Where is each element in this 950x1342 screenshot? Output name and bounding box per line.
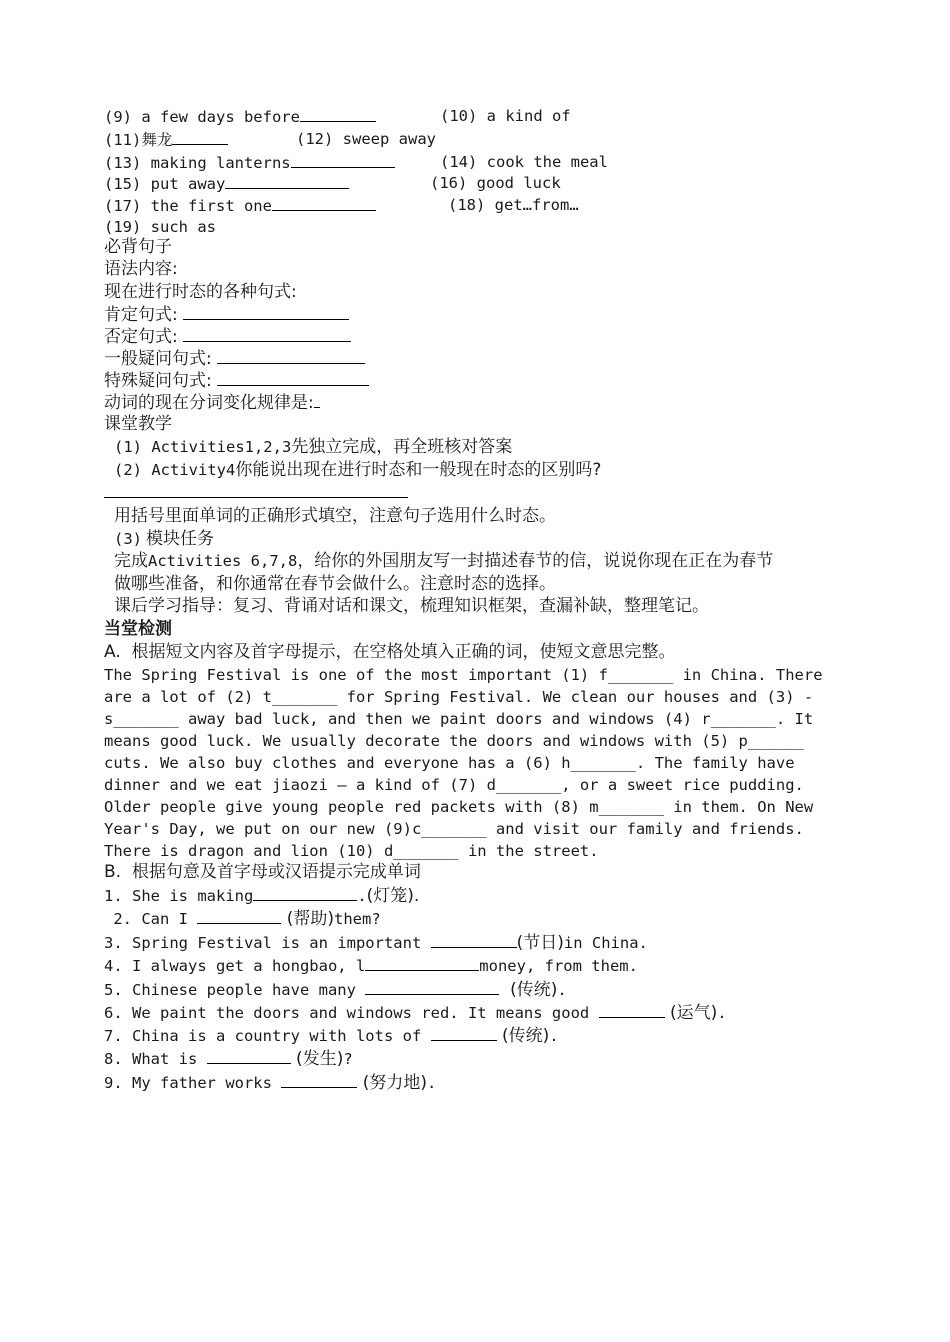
blank[interactable] bbox=[272, 195, 376, 211]
task-line-1: 完成Activities 6,7,8，给你的外国朋友写一封描述春节的信，说说你现在正在为春节 bbox=[114, 551, 774, 571]
passage-line: Older people give young people red packets with (8) m_______ in them. On New bbox=[104, 798, 814, 816]
blank[interactable] bbox=[253, 885, 357, 901]
phrase-12: (12) sweep away bbox=[296, 130, 436, 148]
blank[interactable] bbox=[365, 955, 479, 971]
phrase-16: (16) good luck bbox=[430, 174, 561, 192]
blank[interactable] bbox=[197, 908, 281, 924]
blank[interactable] bbox=[281, 1072, 357, 1088]
blank[interactable] bbox=[217, 370, 369, 386]
item-6: 6. We paint the doors and windows red. It means good (运气). bbox=[104, 1003, 727, 1023]
phrase-19: (19) such as bbox=[104, 218, 216, 236]
phrase-15: (15) put away bbox=[104, 173, 349, 194]
item-8: 8. What is (发生)? bbox=[104, 1049, 353, 1069]
task-line-2: 做哪些准备，和你通常在春节会做什么。注意时态的选择。 bbox=[114, 574, 556, 594]
bracket-fill-instruction: 用括号里面单词的正确形式填空，注意句子选用什么时态。 bbox=[114, 506, 556, 526]
answer-line[interactable] bbox=[104, 482, 408, 504]
passage-line: The Spring Festival is one of the most important (1) f_______ in China. There bbox=[104, 666, 823, 684]
must-recite-heading: 必背句子 bbox=[104, 237, 172, 257]
after-class-guide: 课后学习指导：复习、背诵对话和课文，梳理知识框架，查漏补缺，整理笔记。 bbox=[114, 596, 709, 616]
grammar-heading: 语法内容: bbox=[104, 259, 178, 279]
phrase-13: (13) making lanterns bbox=[104, 152, 395, 173]
part-b-instruction: B. 根据句意及首字母或汉语提示完成单词 bbox=[104, 862, 421, 882]
blank[interactable] bbox=[207, 1048, 291, 1064]
passage-line: means good luck. We usually decorate the doors and windows with (5) p______ bbox=[104, 732, 804, 750]
part-a-instruction: A. 根据短文内容及首字母提示，在空格处填入正确的词，使短文意思完整。 bbox=[104, 642, 676, 662]
activity-1: (1) Activities1,2,3先独立完成，再全班核对答案 bbox=[114, 437, 513, 457]
participle-rule: 动词的现在分词变化规律是: bbox=[104, 392, 320, 413]
passage-line: cuts. We also buy clothes and everyone has a (6) h_______. The family have bbox=[104, 754, 795, 772]
passage-line: s_______ away bad luck, and then we paint doors and windows (4) r_______. It bbox=[104, 710, 814, 728]
phrase-17: (17) the first one bbox=[104, 195, 376, 216]
test-heading: 当堂检测 bbox=[104, 619, 172, 639]
item-1: 1. She is making .(灯笼). bbox=[104, 886, 420, 906]
phrase-11: (11)舞龙 bbox=[104, 129, 228, 150]
item-7: 7. China is a country with lots of (传统). bbox=[104, 1026, 559, 1046]
general-question-form: 一般疑问句式: bbox=[104, 348, 365, 369]
blank[interactable] bbox=[183, 304, 349, 320]
blank[interactable] bbox=[172, 129, 228, 145]
blank[interactable] bbox=[431, 932, 517, 948]
passage-line: are a lot of (2) t_______ for Spring Festival. We clean our houses and (3) - bbox=[104, 688, 814, 706]
blank[interactable] bbox=[431, 1025, 497, 1041]
item-4: 4. I always get a hongbao, l money, from them. bbox=[104, 957, 638, 975]
special-question-form: 特殊疑问句式: bbox=[104, 370, 369, 391]
item-9: 9. My father works (努力地). bbox=[104, 1073, 437, 1093]
blank[interactable] bbox=[291, 152, 395, 168]
blank[interactable] bbox=[300, 106, 376, 122]
classroom-heading: 课堂教学 bbox=[104, 414, 172, 434]
activity-4: (2) Activity4你能说出现在进行时态和一般现在时态的区别吗? bbox=[114, 460, 602, 480]
present-continuous-heading: 现在进行时态的各种句式: bbox=[104, 282, 297, 302]
blank[interactable] bbox=[365, 979, 499, 995]
item-3: 3. Spring Festival is an important (节日)in China. bbox=[104, 933, 648, 953]
passage-line: dinner and we eat jiaozi — a kind of (7) d_______, or a sweet rice pudding. bbox=[104, 776, 804, 794]
blank[interactable] bbox=[183, 326, 351, 342]
passage-line: Year's Day, we put on our new (9)c_______ and visit our family and friends. bbox=[104, 820, 804, 838]
module-task-heading: (3) 模块任务 bbox=[114, 529, 214, 549]
negative-form: 否定句式: bbox=[104, 326, 351, 347]
passage-line: There is dragon and lion (10) d_______ in the street. bbox=[104, 842, 599, 860]
blank[interactable] bbox=[314, 392, 320, 408]
phrase-9: (9) a few days before bbox=[104, 106, 376, 127]
blank[interactable] bbox=[217, 348, 365, 364]
phrase-14: (14) cook the meal bbox=[440, 153, 608, 171]
item-5: 5. Chinese people have many (传统). bbox=[104, 980, 567, 1000]
affirmative-form: 肯定句式: bbox=[104, 304, 349, 325]
phrase-10: (10) a kind of bbox=[440, 107, 571, 125]
item-2: 2. Can I (帮助)them? bbox=[104, 909, 381, 929]
phrase-18: (18) get…from… bbox=[448, 196, 579, 214]
blank[interactable] bbox=[599, 1002, 665, 1018]
blank[interactable] bbox=[225, 173, 349, 189]
